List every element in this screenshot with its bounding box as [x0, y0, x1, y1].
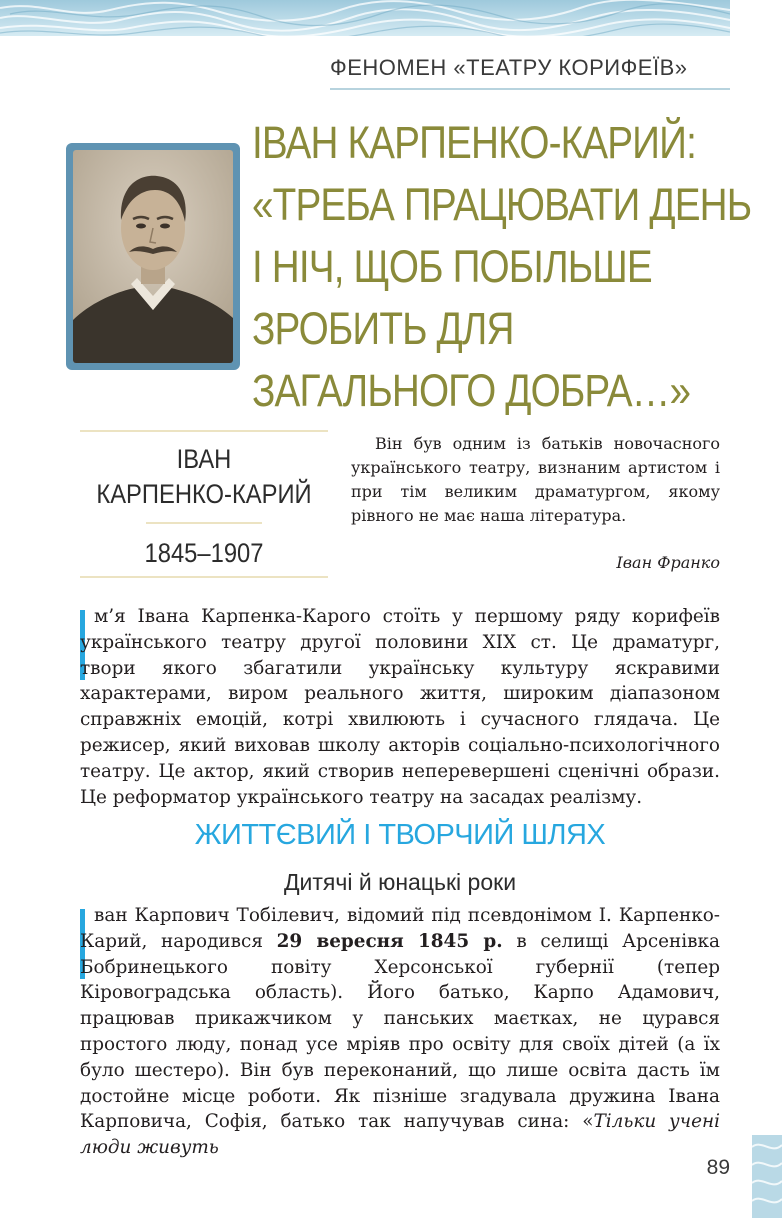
section-title: ЖИТТЄВИЙ І ТВОРЧИЙ ШЛЯХ — [194, 819, 606, 851]
edge-wave-decoration — [752, 1135, 782, 1218]
chapter-title-line: ЗАГАЛЬНОГО ДОБРА…» — [252, 365, 691, 416]
author-portrait-frame — [66, 143, 240, 370]
author-name-line: ІВАН — [176, 444, 232, 474]
bio-text-part1: ван Карпович Тобілевич, відомий під псевдонімом І. Карпенко-Карий, народився — [80, 905, 720, 952]
birth-date: 29 вересня 1845 р. — [276, 930, 503, 952]
bio-text-part2: в селищі Арсенівка Бобринецького повіту Херсонської губернії (тепер Кіровоградська область). Його батько, Карпо Адамович, працював прикажчиком у панських маєтках, не цурався простого люду, понад усе мріяв про освіту для своїх дітей (а їх було шестеро). Він був переконаний, що лише освіта дасть їм достойне місце роботи. Як пізніше згадувала дружина Івана Карповича, Софія, батько так напучував сина: « — [80, 930, 720, 1133]
running-head: ФЕНОМЕН «ТЕАТРУ КОРИФЕЇВ» — [330, 55, 688, 80]
author-card-mid-rule — [146, 522, 262, 524]
epigraph — [351, 432, 720, 528]
chapter-title-line: І НІЧ, ЩОБ ПОБІЛЬШЕ — [252, 241, 652, 292]
chapter-title-line: ЗРОБИТЬ ДЛЯ — [252, 303, 514, 354]
wave-header-decoration — [0, 0, 730, 36]
subsection-title: Дитячі й юнацькі роки — [283, 869, 517, 895]
author-card-bottom-rule — [80, 576, 328, 578]
running-head-divider — [330, 88, 730, 90]
author-card-top-rule — [80, 430, 328, 432]
intro-text: м’я Івана Карпенка-Карого стоїть у першому ряду корифеїв українського театру другої половини XIX ст. Це драматург, твори якого збагатили українську культуру яскравими характерами, виром реального життя, широким діапазоном справжніх емоцій, котрі хвилюють і сучасного глядача. Це режисер, який виховав школу акторів соціально-психологічного театру. Це актор, який створив неперевершені сценічні образи. Це реформатор українського театру на засадах реалізму. — [80, 606, 720, 808]
intro-paragraph — [80, 604, 720, 810]
chapter-title — [252, 112, 752, 422]
page-number: 89 — [706, 1156, 730, 1179]
author-portrait-image — [73, 150, 233, 363]
epigraph-author: Іван Франко — [616, 553, 720, 572]
bio-paragraph — [80, 903, 720, 1161]
chapter-title-line: ІВАН КАРПЕНКО-КАРИЙ: — [252, 117, 696, 168]
father-quote: Тільки учені люди живуть — [80, 1111, 721, 1159]
bio-text — [80, 903, 720, 1161]
author-name — [95, 442, 313, 512]
chapter-title-line: «ТРЕБА ПРАЦЮВАТИ ДЕНЬ — [252, 179, 752, 230]
author-life-years: 1845–1907 — [144, 538, 264, 568]
author-name-line: КАРПЕНКО-КАРИЙ — [96, 479, 312, 509]
epigraph-text: Він був одним із батьків новочасного українського театру, визнаним артистом і при тім великим драматургом, якому рівного не має наша література. — [351, 434, 720, 525]
